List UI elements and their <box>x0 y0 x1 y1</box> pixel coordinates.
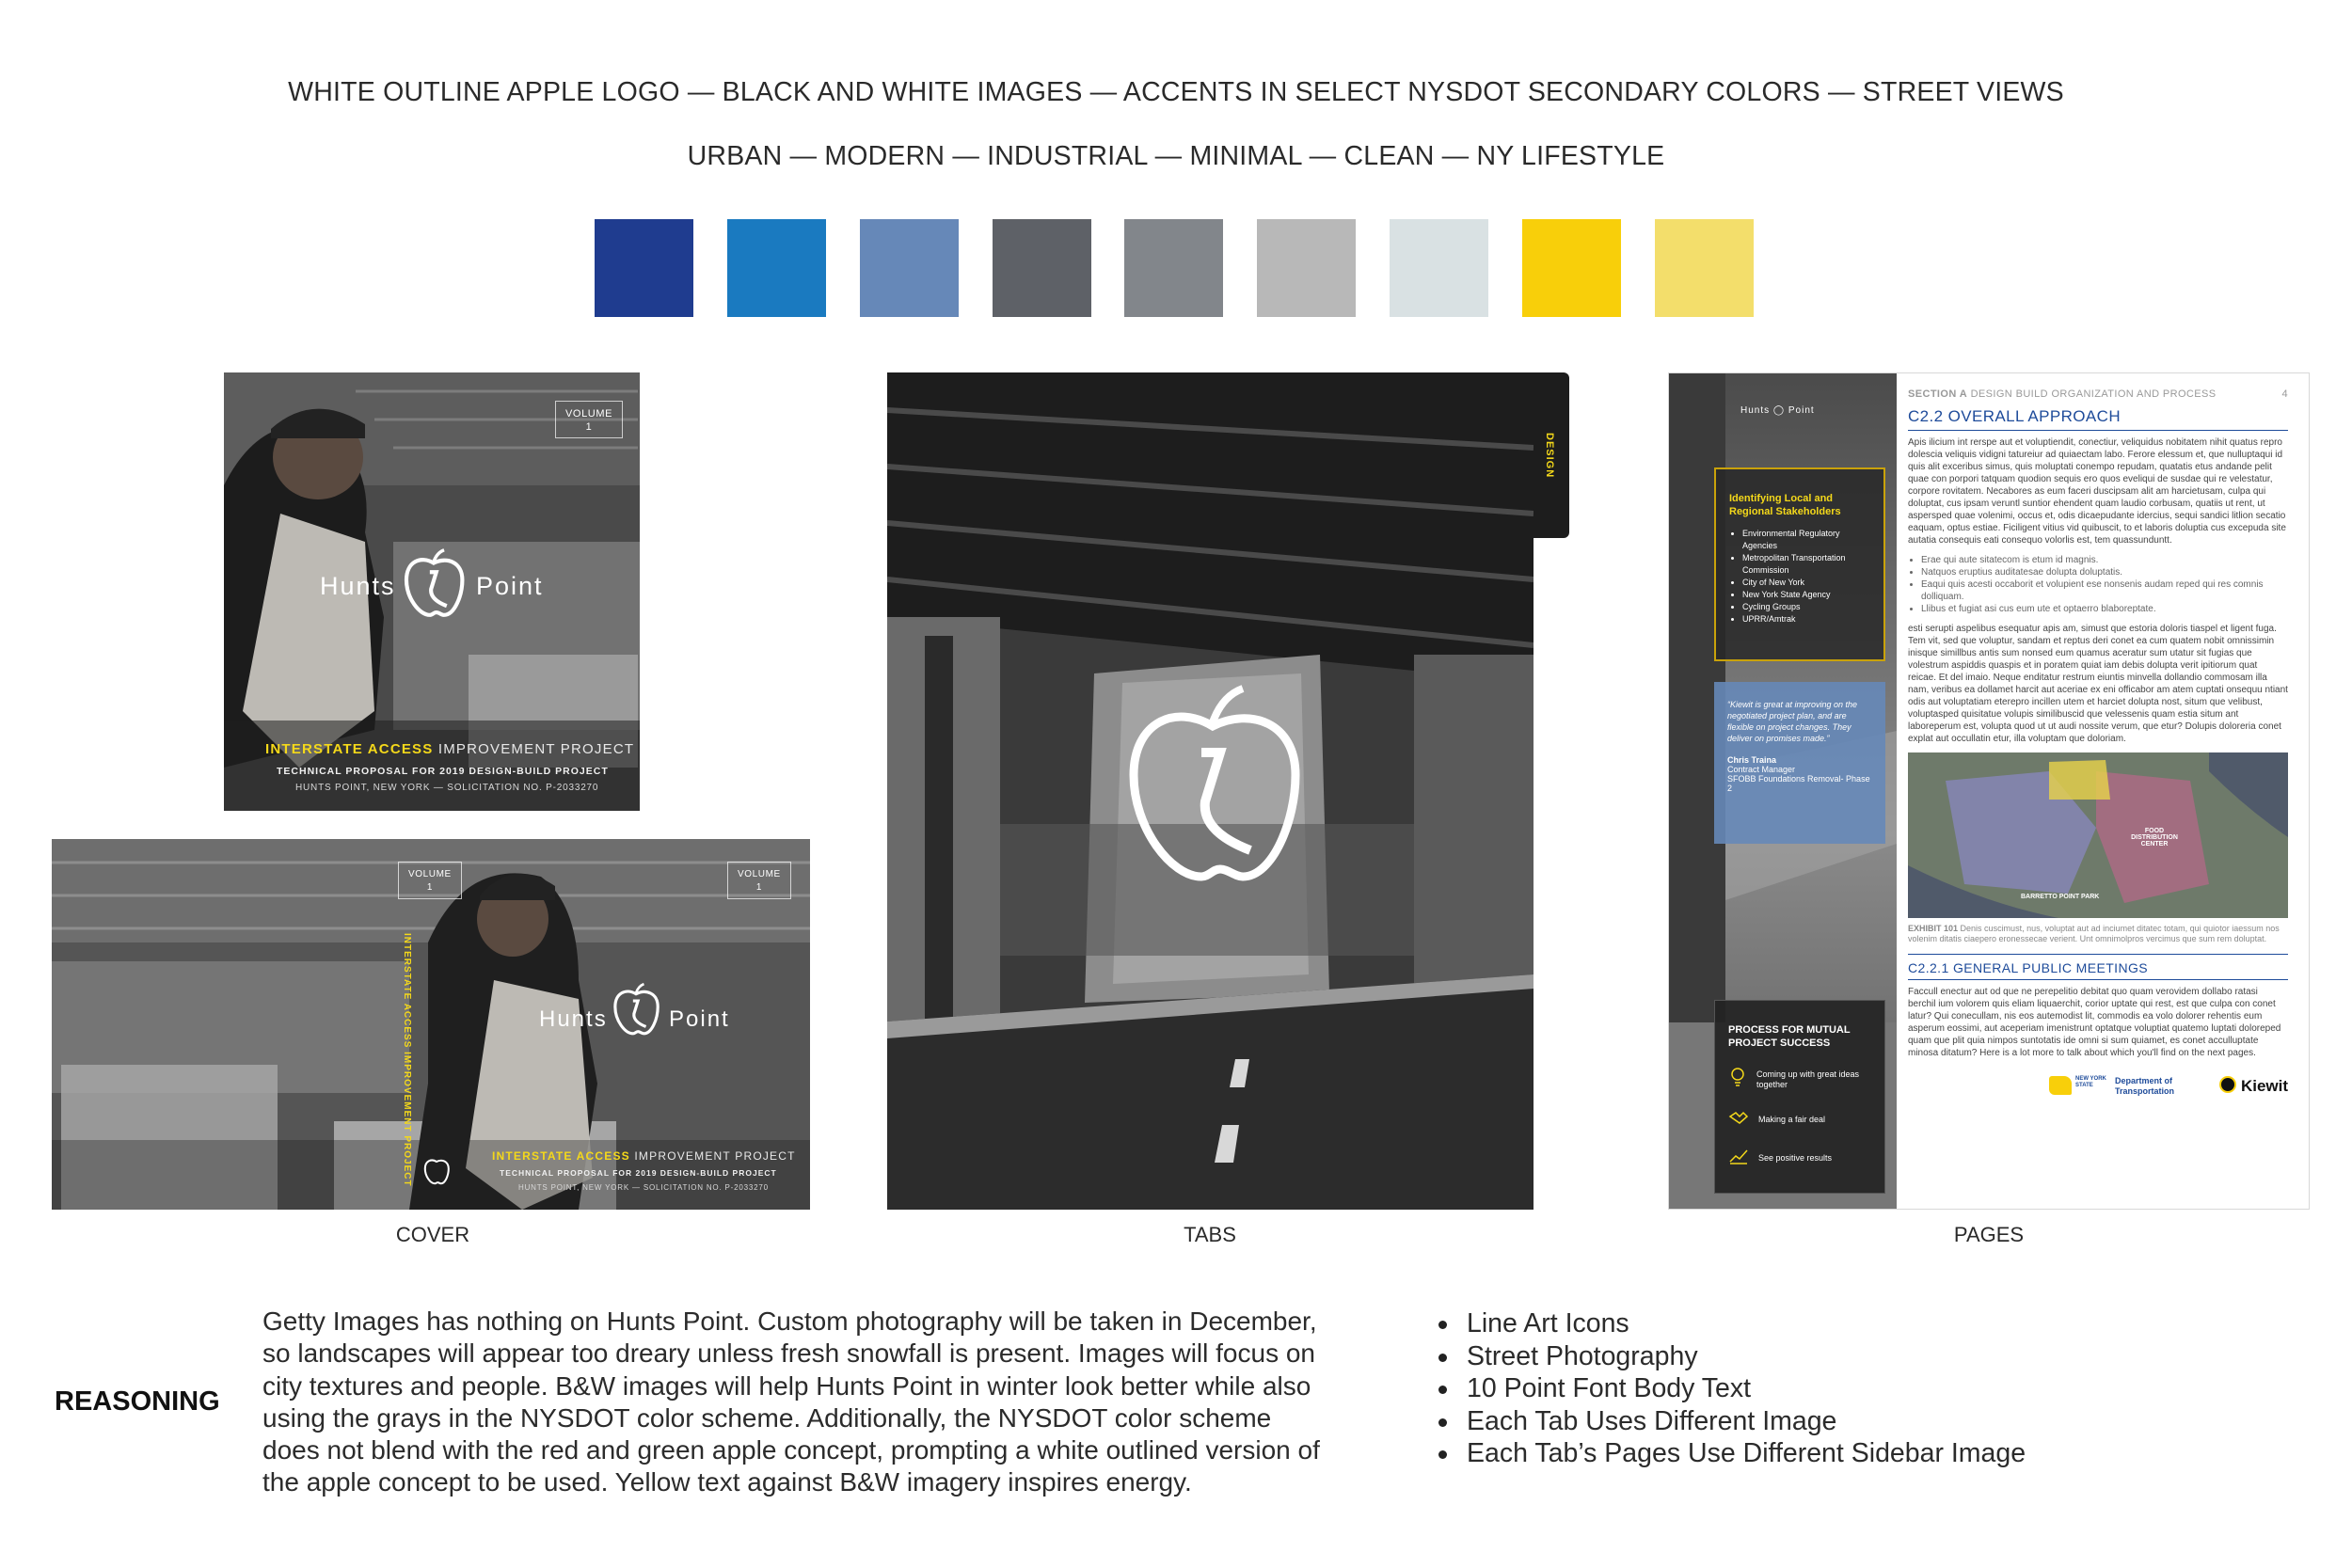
feature-item: Street Photography <box>1435 1340 2026 1373</box>
page-bullet-item: • Erae qui aute sitatecom is etum id magnis. <box>1921 554 2288 566</box>
cover-landscape-volume-number-right: 1 <box>755 882 762 893</box>
cover-landscape-project-title <box>492 1149 796 1163</box>
cover-landscape-image <box>52 839 810 1210</box>
pages-section-label: SECTION A <box>1908 388 1968 400</box>
apple-logo-icon <box>401 547 467 619</box>
cover-subtitle: TECHNICAL PROPOSAL FOR 2019 DESIGN-BUILD PROJECT <box>277 766 609 777</box>
stakeholder-item: • Environmental Regulatory Agencies <box>1742 528 1874 552</box>
pages-stakeholder-title: Identifying Local and Regional Stakeholders <box>1729 493 1841 517</box>
ny-state-shape-icon <box>2049 1076 2072 1095</box>
pages-spread <box>1668 372 2310 1210</box>
cover-project-title <box>265 741 634 757</box>
pages-mini-brand-left: Hunts <box>1740 405 1771 416</box>
stakeholder-item: • Metropolitan Transportation Commission <box>1742 552 1874 577</box>
stakeholder-item: • City of New York <box>1742 577 1874 589</box>
process-item <box>1728 1109 1875 1131</box>
tagline-mood: URBAN — MODERN — INDUSTRIAL — MINIMAL — CLEAN — NY LIFESTYLE <box>687 141 1665 171</box>
feature-item: Line Art Icons <box>1435 1307 2026 1340</box>
pages-map-label-park: BARRETTO POINT PARK <box>2021 894 2100 900</box>
cover-landscape-project-highlight: INTERSTATE ACCESS <box>492 1149 630 1163</box>
pages-exhibit <box>1908 924 2288 944</box>
pages-section-header <box>1908 388 2288 400</box>
process-item-label: Coming up with great ideas together <box>1756 1069 1860 1089</box>
pages-process-title: PROCESS FOR MUTUAL PROJECT SUCCESS <box>1728 1024 1851 1049</box>
cover-landscape-project-rest: IMPROVEMENT PROJECT <box>629 1149 796 1163</box>
apple-logo-small-icon <box>422 1155 451 1185</box>
cover-landscape-location: HUNTS POINT, NEW YORK — SOLICITATION NO. P-2033270 <box>518 1183 769 1192</box>
stakeholder-item: • UPRR/Amtrak <box>1742 613 1874 626</box>
color-swatch <box>860 219 959 317</box>
cover-project-rest: IMPROVEMENT PROJECT <box>433 741 635 757</box>
cover-project-highlight: INTERSTATE ACCESS <box>265 741 434 757</box>
process-item <box>1728 1148 1875 1169</box>
nysdot-state-label: NEW YORK STATE <box>2075 1076 2106 1088</box>
pages-body-1: Apis ilicium int rerspe aut et voluptiendit, conectiur, veliquidus nobitatem nihit quatus repro dolescia veliquis vidigni tatureiur ad quiaectam labo. Ferore elessum et, que nulluptaqui id quis alit exceribus simus, quis moluptati conempo repudam, quatatis etus andande pelit quae con porpori tatquam quodion sequis ero quos eveliqui de susdae qui re velestatur, corpore rovitatem. Necabores as eum faceri duscipsam alit am harcietusam, culpa qui doluptat, cus ipsam veruntl suntior ehendent quam laudio corbusam, quatiis ut rent, ut aspersped quae volenimi, occus et, odis dicaepudante idercius, sequi sandici litlion secatio eaquam, optus estiae. Ficiligent vitius vid quibuscit, to et laboris doluptia cus excepuda site autatia consequis eati consequo volorlis est, tem quassunduntt. <box>1908 437 2286 546</box>
color-swatch <box>1124 219 1223 317</box>
pages-mini-brand: Hunts ◯ Point <box>1740 405 1815 416</box>
page-bullet-item: • Eaqui quis acesti occaborit et volupient ese nonsenis audam reped qui res comnis dolliquam. <box>1921 578 2288 603</box>
kiewit-logo <box>2219 1076 2288 1096</box>
pages-process-list <box>1728 1067 1875 1169</box>
cover-volume-box <box>555 401 623 438</box>
cover-brand-right: Point <box>476 572 544 600</box>
pages-page-number: 4 <box>2281 388 2288 400</box>
pages-quote-text: “Kiewit is great at improving on the negotiated project plan, and are flexible on project changes. They deliver on promises made.” <box>1727 700 1858 743</box>
cover-landscape-volume-label-right: VOLUME <box>738 869 781 879</box>
cover-brand-left: Hunts <box>320 572 396 600</box>
pages-quote-box <box>1714 682 1885 844</box>
pages-map-image <box>1908 752 2288 918</box>
cover-landscape-volume-box-left <box>398 862 462 899</box>
cover-landscape-brand-left: Hunts <box>539 1006 608 1032</box>
color-swatch <box>1522 219 1621 317</box>
cover-location: HUNTS POINT, NEW YORK — SOLICITATION NO. P-2033270 <box>295 783 599 793</box>
reasoning-label: REASONING <box>55 1386 220 1417</box>
pages-process-box <box>1714 1000 1885 1194</box>
nysdot-dept-label-2: Transportation <box>2115 1086 2175 1096</box>
tabs-caption: TABS <box>1184 1223 1236 1246</box>
cover-caption: COVER <box>395 1223 470 1246</box>
pages-section-title: DESIGN BUILD ORGANIZATION AND PROCESS <box>1970 388 2217 400</box>
page-bullet-item: • Natquos eruptius auditatesae dolupta doluptatis. <box>1921 566 2288 578</box>
feature-item: Each Tab’s Pages Use Different Sidebar Image <box>1435 1437 2026 1470</box>
color-swatch <box>1655 219 1754 317</box>
pages-sidebar-image <box>1669 373 1897 1210</box>
chart-icon <box>1728 1148 1749 1169</box>
apple-logo-icon <box>611 982 661 1037</box>
kiewit-label: Kiewit <box>2240 1077 2288 1095</box>
color-swatch <box>1390 219 1488 317</box>
color-swatch <box>595 219 693 317</box>
pages-quote-org: SFOBB Foundations Removal- Phase 2 <box>1727 774 1870 793</box>
process-item-label: See positive results <box>1758 1153 1833 1163</box>
cover-landscape-volume-number-left: 1 <box>426 882 433 893</box>
pages-mini-brand-right: Point <box>1788 405 1815 416</box>
page-bullet-item: • Llibus et fugiat asi cus eum ute et optaerro blaboreptate. <box>1921 603 2288 615</box>
pages-heading: C2.2 OVERALL APPROACH <box>1908 407 2288 431</box>
tab-design-label: DESIGN <box>1544 433 1555 479</box>
pages-body-2: esti serupti aspelibus esequatur apis am, simust que estoria doloris tiaspel et ligent fuga. Tem vit, sed que voluptur, sandam et reptus deri conet ea cum quatem nobit omnissimin inisque simillbus antis sum nonsed eum quamus aceratur sum utatur sit fugias que volestrum aspiddis quaspis et in poratem quiat iam debis dolupta verit ipitiorum quat reicae. Et del imaio. Neque enditatur restrum eiuntis minvella dollandio commosam illa nam, veribus ea dollamet harcit aut aceriae ex eni officabor am atem cuptati onsequu ntiant odis aut voluptatiam eterepro incillen utem et harciet dolupta nost, situm que velibust, voluptasped quisitatue volupis similibuscid que velessenis quam estia situm ant laboreperum est, volupta quod ut ut audi nossite verum, que etur? Dolupis doloreria conet explat aut occullatin etur, illa voluptam que doloriam. <box>1908 624 2288 744</box>
color-swatch <box>1257 219 1356 317</box>
pages-map-label-food: FOOD DISTRIBUTION CENTER <box>2131 828 2178 847</box>
pages-bullet-list <box>1908 554 2288 615</box>
feature-item: 10 Point Font Body Text <box>1435 1372 2026 1405</box>
pages-exhibit-text: Denis cuscimust, nus, voluptat aut ad inciumet ditatec totam, qui quiotor iaessum nos volenim ditatis ciaepero eronessecae verient. Unt omnimolpros vercimus que sum rem doluptat. <box>1908 924 2280 943</box>
process-item-label: Making a fair deal <box>1758 1115 1826 1124</box>
feature-item: Each Tab Uses Different Image <box>1435 1405 2026 1438</box>
pages-text-column <box>1908 388 2288 1101</box>
pages-stakeholder-box <box>1714 467 1885 661</box>
pages-body-3: Faccull enectur aut od que ne perepelitio debitat quo quam verovidem dollabo ratasi berchil ium volorem quis eliam liquaerchit, corior uptate qui rest, est que culpa con conet latur? Qui conecullam, nis eos autemodist lit, commodis ea volo dolorer rehentis eum asperum eossimi, aut aceperiam imenistrunt optatque voluptiat quatemo luptati doloreped quam que plit quia nimpos suntotatis ide omni si sum quiamet, es conet acculluptate minosa ditatum? Here is a lot more to talk about which you'll find on the next pages. <box>1908 987 2281 1058</box>
cover-spine-text: INTERSTATE ACCESS IMPROVEMENT PROJECT <box>402 933 412 1187</box>
cover-volume-label: VOLUME <box>565 408 613 420</box>
handshake-icon <box>1728 1109 1749 1131</box>
reasoning-text: Getty Images has nothing on Hunts Point. Custom photography will be taken in December, so landscapes will appear too dreary unless fresh snowfall is present. Images will focus on city textures and people. B&W images will help Hunts Point in winter look better while also using the grays in the NYSDOT color scheme. Additionally, the NYSDOT color scheme does not blend with the red and green apple concept, prompting a white outlined version of the apple concept to be used. Yellow text against B&W imagery inspires energy. <box>262 1307 1320 1497</box>
nysdot-dept-label-1: Department of <box>2115 1076 2173 1085</box>
nysdot-logo <box>2049 1072 2190 1101</box>
cover-landscape-subtitle: TECHNICAL PROPOSAL FOR 2019 DESIGN-BUILD PROJECT <box>500 1168 777 1178</box>
pages-footer-logos <box>1908 1072 2288 1101</box>
cover-landscape-volume-label-left: VOLUME <box>408 869 452 879</box>
tagline-style: WHITE OUTLINE APPLE LOGO — BLACK AND WHITE IMAGES — ACCENTS IN SELECT NYSDOT SECONDARY COLORS — STREET VIEWS <box>288 77 2064 107</box>
color-swatch <box>993 219 1091 317</box>
pages-stakeholder-list <box>1729 528 1874 626</box>
pages-quote-name: Chris Traina <box>1727 755 1777 765</box>
pages-subheading: C2.2.1 GENERAL PUBLIC MEETINGS <box>1908 954 2288 980</box>
tab-design[interactable] <box>1534 372 1569 538</box>
lightbulb-icon <box>1728 1067 1747 1092</box>
color-swatch <box>727 219 826 317</box>
pages-exhibit-label: EXHIBIT 101 <box>1908 924 1959 933</box>
cover-volume-number: 1 <box>585 421 593 433</box>
stakeholder-item: • New York State Agency <box>1742 589 1874 601</box>
kiewit-mark-icon <box>2219 1076 2236 1093</box>
pages-caption: PAGES <box>1953 1223 2025 1246</box>
process-item <box>1728 1067 1875 1092</box>
cover-landscape-volume-box-right <box>727 862 791 899</box>
tabs-image <box>887 372 1534 1210</box>
cover-portrait-image <box>224 372 640 811</box>
cover-landscape-brand-right: Point <box>669 1006 730 1032</box>
feature-list <box>1435 1307 2026 1470</box>
stakeholder-item: • Cycling Groups <box>1742 601 1874 613</box>
pages-quote-title: Contract Manager <box>1727 765 1796 774</box>
apple-logo-large-icon <box>1119 672 1307 897</box>
